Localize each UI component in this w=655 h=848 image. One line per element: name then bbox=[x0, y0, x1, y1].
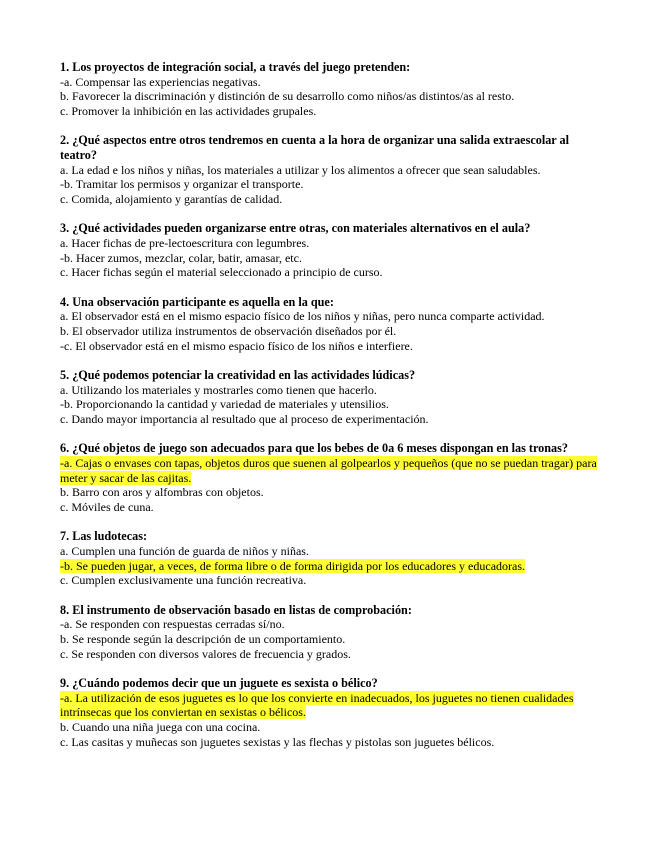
question-title: 7. Las ludotecas: bbox=[60, 529, 148, 544]
option-c: c. Dando mayor importancia al resultado que al proceso de experimentación. bbox=[60, 411, 429, 426]
question-title: 6. ¿Qué objetos de juego son adecuados para que los bebes de 0a 6 meses dispongan en las tronas? bbox=[60, 441, 568, 456]
option-a: -a. Cajas o envases con tapas, objetos duros que suenen al golpearlos y pequeños (que no se puedan tragar) para meter y sacar de las cajitas. bbox=[60, 456, 597, 485]
question-title: 8. El instrumento de observación basado en listas de comprobación: bbox=[60, 602, 412, 617]
option-b: b. Favorecer la discriminación y distinción de su desarrollo como niños/as distintos/as al resto. bbox=[60, 89, 515, 104]
question-3 bbox=[60, 221, 600, 279]
option-a: -a. La utilización de esos juguetes es lo que los convierte en inadecuados, los juguetes no tienen cualidades intrínsecas que los conviertan en sexistas o bélicos. bbox=[60, 690, 574, 720]
question-6 bbox=[60, 441, 600, 514]
option-c: c. Se responden con diversos valores de frecuencia y grados. bbox=[60, 646, 351, 661]
option-b: b. Barro con aros y alfombras con objetos. bbox=[60, 485, 264, 500]
option-a: a. Hacer fichas de pre-lectoescritura con legumbres. bbox=[60, 235, 310, 250]
option-c: c. Móviles de cuna. bbox=[60, 499, 154, 514]
question-title: 4. Una observación participante es aquella en la que: bbox=[60, 294, 334, 309]
option-b: -b. Proporcionando la cantidad y variedad de materiales y utensilios. bbox=[60, 397, 389, 412]
question-title: 3. ¿Qué actividades pueden organizarse entre otras, con materiales alternativos en el aula? bbox=[60, 221, 531, 236]
question-2 bbox=[60, 133, 600, 206]
option-c: c. Hacer fichas según el material seleccionado a principio de curso. bbox=[60, 265, 383, 280]
option-b: b. El observador utiliza instrumentos de observación diseñados por él. bbox=[60, 323, 397, 338]
question-title: 9. ¿Cuándo podemos decir que un juguete es sexista o bélico? bbox=[60, 676, 378, 691]
option-a: a. Utilizando los materiales y mostrarles como tienen que hacerlo. bbox=[60, 382, 377, 397]
question-list bbox=[60, 60, 600, 764]
option-c: c. Comida, alojamiento y garantías de calidad. bbox=[60, 191, 283, 206]
question-7 bbox=[60, 529, 600, 587]
option-a: a. La edad e los niños y niñas, los materiales a utilizar y los alimentos a ofrecer que sean saludables. bbox=[60, 162, 541, 177]
option-c: c. Cumplen exclusivamente una función recreativa. bbox=[60, 573, 307, 588]
option-b: b. Se responde según la descripción de un comportamiento. bbox=[60, 632, 346, 646]
option-a: a. El observador está en el mismo espacio físico de los niños y niñas, pero nunca comparte actividad. bbox=[60, 309, 545, 324]
question-4 bbox=[60, 295, 600, 353]
option-b: -b. Tramitar los permisos y organizar el transporte. bbox=[60, 177, 304, 192]
option-b: -b. Hacer zumos, mezclar, colar, batir, amasar, etc. bbox=[60, 250, 302, 265]
option-a: -a. Compensar las experiencias negativas. bbox=[60, 74, 261, 89]
option-b: b. Cuando una niña juega con una cocina. bbox=[60, 719, 261, 734]
option-a: a. Cumplen una función de guarda de niños y niñas. bbox=[60, 544, 309, 559]
option-c: -c. El observador está en el mismo espacio físico de los niños e interfiere. bbox=[60, 338, 413, 353]
question-5 bbox=[60, 368, 600, 426]
question-1 bbox=[60, 60, 600, 118]
option-a: -a. Se responden con respuestas cerradas sí/no. bbox=[60, 617, 285, 632]
question-9 bbox=[60, 676, 600, 749]
option-c: c. Las casitas y muñecas son juguetes sexistas y las flechas y pistolas son juguetes bélicos. bbox=[60, 734, 495, 749]
option-c: c. Promover la inhibición en las actividades grupales. bbox=[60, 103, 317, 118]
question-title: 5. ¿Qué podemos potenciar la creatividad en las actividades lúdicas? bbox=[60, 368, 416, 383]
question-title: 2. ¿Qué aspectos entre otros tendremos en cuenta a la hora de organizar una salida extraescolar al teatro? bbox=[60, 133, 570, 162]
option-b: -b. Se pueden jugar, a veces, de forma libre o de forma dirigida por los educadores y educadoras. bbox=[60, 558, 526, 573]
question-8 bbox=[60, 603, 600, 661]
question-title: 1. Los proyectos de integración social, a través del juego pretenden: bbox=[60, 60, 411, 74]
